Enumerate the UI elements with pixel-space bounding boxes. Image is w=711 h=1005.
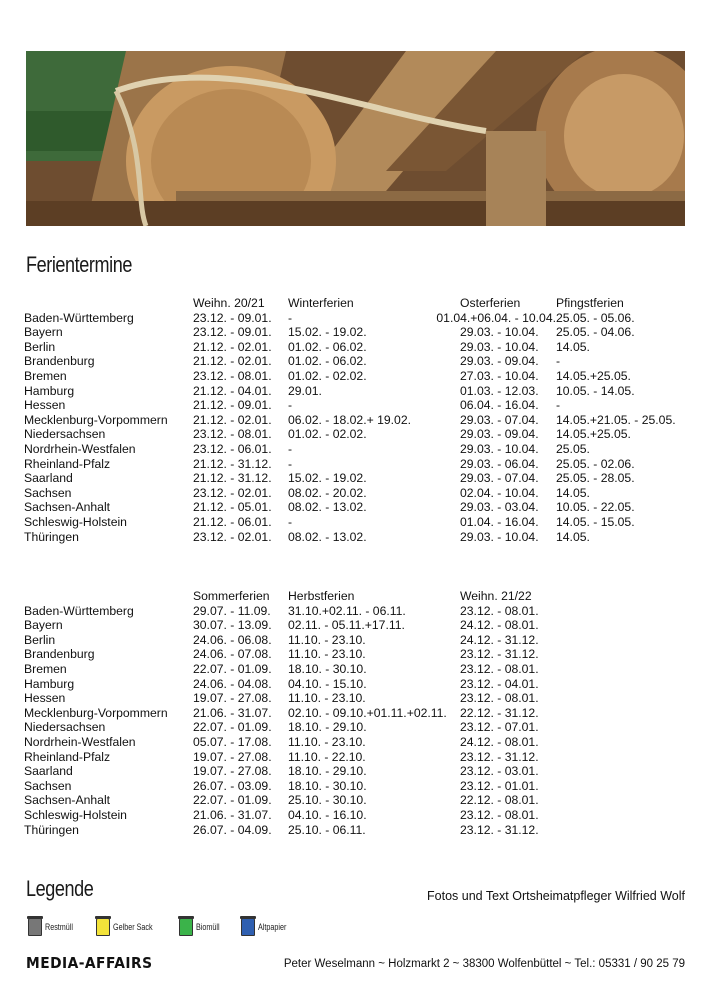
date-cell: 24.12. - 08.01. <box>460 618 539 633</box>
column-header-state <box>24 589 193 604</box>
table-body <box>24 604 556 838</box>
column-header-pfingstferien: Pfingstferien <box>556 296 624 310</box>
trash-bin-icon <box>179 918 193 936</box>
winterferien-value: - <box>288 310 293 325</box>
table-row <box>24 427 676 442</box>
date-cell: 29.07. - 11.09. <box>193 603 271 618</box>
legend-label: Gelber Sack <box>113 922 153 932</box>
date-cell: 19.07. - 27.08. <box>193 764 272 779</box>
table-header-row <box>24 296 676 311</box>
state-name-cell: Niedersachsen <box>24 427 106 442</box>
column-header-osterferien: Osterferien <box>460 296 521 310</box>
table-row <box>24 471 676 486</box>
state-name-cell: Baden-Württemberg <box>24 310 134 325</box>
state-name-cell: Bayern <box>24 325 63 340</box>
legend <box>28 915 310 939</box>
holiday-table-first-half <box>24 296 676 544</box>
date-cell: 21.12. - 31.12. <box>193 456 272 471</box>
date-cell: 14.05.+25.05. <box>556 368 631 383</box>
state-name-cell: Brandenburg <box>24 647 95 662</box>
date-cell: 29.01. <box>288 383 322 398</box>
date-cell: 22.07. - 01.09. <box>193 793 272 808</box>
state-name-cell: Saarland <box>24 764 73 779</box>
legend-item-altpapier <box>241 918 294 936</box>
table-row <box>24 735 556 750</box>
state-name-cell: Rheinland-Pfalz <box>24 749 111 764</box>
column-header-herbstferien: Herbstferien <box>288 589 355 603</box>
date-cell: 21.12. - 06.01. <box>193 514 272 529</box>
date-cell: 21.12. - 02.01. <box>193 412 272 427</box>
date-cell: 29.03. - 07.04. <box>460 412 539 427</box>
holiday-table-second-half <box>24 589 556 837</box>
date-cell: 10.05. - 14.05. <box>556 383 635 398</box>
date-cell: 14.05. - 15.05. <box>556 514 635 529</box>
state-name-cell: Nordrhein-Westfalen <box>24 441 136 456</box>
date-cell: 24.12. - 31.12. <box>460 632 539 647</box>
state-name-cell: Thüringen <box>24 529 79 544</box>
legend-label: Altpapier <box>258 922 287 932</box>
date-cell: 10.05. - 22.05. <box>556 500 635 515</box>
date-cell: 24.06. - 04.08. <box>193 676 272 691</box>
table-row <box>24 311 676 326</box>
table-row <box>24 793 556 808</box>
osterferien-value: 01.04.+06.04. - 10.04. <box>436 310 556 325</box>
date-cell: 23.12. - 08.01. <box>460 807 539 822</box>
table-row <box>24 808 556 823</box>
date-cell: 25.10. - 06.11. <box>288 822 366 837</box>
column-header-weihnachten-2122: Weihn. 21/22 <box>460 589 532 603</box>
table-row <box>24 398 676 413</box>
table-row <box>24 720 556 735</box>
state-name-cell: Hessen <box>24 398 66 413</box>
date-cell: 11.10. - 23.10. <box>288 734 366 749</box>
date-cell: 01.02. - 06.02. <box>288 354 367 369</box>
date-cell: 21.06. - 31.07. <box>193 807 272 822</box>
column-header-state <box>24 296 193 311</box>
table-header-row <box>24 589 556 604</box>
legend-item-restmuell <box>28 918 80 936</box>
state-name-cell: Baden-Württemberg <box>24 603 134 618</box>
date-cell: 29.03. - 10.04. <box>460 325 539 340</box>
table-row <box>24 515 676 530</box>
date-cell: 23.12. - 06.01. <box>193 441 272 456</box>
table-row <box>24 706 556 721</box>
date-cell: 25.05. - 28.05. <box>556 471 635 486</box>
legend-label: Biomüll <box>195 922 220 932</box>
table-body <box>24 311 676 545</box>
date-cell: 25.05. <box>556 441 590 456</box>
date-cell: 02.11. - 05.11.+17.11. <box>288 618 405 633</box>
media-affairs-logo: MEDIA-AFFAIRS <box>26 954 153 972</box>
date-cell: 18.10. - 30.10. <box>288 661 367 676</box>
date-cell: 21.12. - 09.01. <box>193 398 272 413</box>
legend-item-gelber-sack <box>96 918 163 936</box>
column-header-winterferien: Winterferien <box>288 296 354 310</box>
date-cell: 23.12. - 09.01. <box>193 325 272 340</box>
date-cell: 05.07. - 17.08. <box>193 734 272 749</box>
state-name-cell: Hamburg <box>24 383 75 398</box>
header-photo <box>26 51 685 226</box>
date-cell: 15.02. - 19.02. <box>288 325 367 340</box>
date-cell: 24.06. - 06.08. <box>193 632 272 647</box>
date-cell: 22.07. - 01.09. <box>193 661 272 676</box>
date-cell: 25.10. - 30.10. <box>288 793 367 808</box>
date-cell: 26.07. - 04.09. <box>193 822 272 837</box>
date-cell: 04.10. - 16.10. <box>288 807 367 822</box>
date-cell: 21.12. - 02.01. <box>193 354 272 369</box>
date-cell: 21.12. - 05.01. <box>193 500 272 515</box>
table-row <box>24 442 676 457</box>
date-cell: 29.03. - 09.04. <box>460 427 539 442</box>
date-cell: 11.10. - 23.10. <box>288 632 366 647</box>
state-name-cell: Mecklenburg-Vorpommern <box>24 412 168 427</box>
table-row <box>24 384 676 399</box>
date-cell: 22.07. - 01.09. <box>193 720 272 735</box>
table-row <box>24 486 676 501</box>
date-cell: 29.03. - 03.04. <box>460 500 539 515</box>
date-cell: 29.03. - 10.04. <box>460 441 539 456</box>
state-name-cell: Niedersachsen <box>24 720 106 735</box>
footer-contact: Peter Weselmann ~ Holzmarkt 2 ~ 38300 Wolfenbüttel ~ Tel.: 05331 / 90 25 79 <box>283 958 685 970</box>
date-cell: 02.04. - 10.04. <box>460 485 539 500</box>
date-cell: 18.10. - 29.10. <box>288 720 367 735</box>
date-cell: 02.10. - 09.10.+01.11.+02.11. <box>288 705 447 720</box>
date-cell: 14.05. <box>556 485 590 500</box>
date-cell: 23.12. - 08.01. <box>460 691 539 706</box>
state-name-cell: Hamburg <box>24 676 75 691</box>
date-cell: 01.02. - 02.02. <box>288 368 367 383</box>
state-name-cell: Schleswig-Holstein <box>24 807 127 822</box>
date-cell: 01.03. - 12.03. <box>460 383 539 398</box>
state-name-cell: Sachsen-Anhalt <box>24 793 111 808</box>
page-title: Ferientermine <box>26 252 132 277</box>
date-cell: 01.02. - 02.02. <box>288 427 367 442</box>
table-row <box>24 354 676 369</box>
date-cell: 29.03. - 09.04. <box>460 354 539 369</box>
state-name-cell: Sachsen <box>24 485 72 500</box>
date-cell: 29.03. - 06.04. <box>460 456 539 471</box>
state-name-cell: Nordrhein-Westfalen <box>24 734 136 749</box>
date-cell: 11.10. - 22.10. <box>288 749 366 764</box>
table-row <box>24 340 676 355</box>
date-cell: 23.12. - 04.01. <box>460 676 539 691</box>
date-cell: - <box>556 398 561 413</box>
date-cell: 23.12. - 31.12. <box>460 647 539 662</box>
table-row <box>24 647 556 662</box>
date-cell: 11.10. - 23.10. <box>288 647 366 662</box>
date-cell: 25.05. - 04.06. <box>556 325 635 340</box>
date-cell: - <box>288 398 293 413</box>
state-name-cell: Hessen <box>24 691 66 706</box>
state-name-cell: Rheinland-Pfalz <box>24 456 111 471</box>
date-cell: 23.12. - 09.01. <box>193 310 272 325</box>
date-cell: 26.07. - 03.09. <box>193 778 272 793</box>
trash-bin-icon <box>241 918 255 936</box>
table-row <box>24 413 676 428</box>
date-cell: 23.12. - 08.01. <box>460 661 539 676</box>
date-cell: 23.12. - 02.01. <box>193 485 272 500</box>
state-name-cell: Mecklenburg-Vorpommern <box>24 705 168 720</box>
date-cell: 23.12. - 02.01. <box>193 529 272 544</box>
date-cell: 24.06. - 07.08. <box>193 647 272 662</box>
date-cell: - <box>556 354 561 369</box>
date-cell: 21.12. - 31.12. <box>193 471 272 486</box>
date-cell: 19.07. - 27.08. <box>193 749 272 764</box>
date-cell: 21.12. - 04.01. <box>193 383 272 398</box>
date-cell: 29.03. - 07.04. <box>460 471 539 486</box>
trash-bin-icon <box>96 918 110 936</box>
date-cell: 23.12. - 01.01. <box>460 778 539 793</box>
date-cell-split <box>288 310 556 326</box>
table-row <box>24 823 556 838</box>
table-row <box>24 618 556 633</box>
date-cell: 18.10. - 30.10. <box>288 778 367 793</box>
date-cell: 23.12. - 08.01. <box>193 368 272 383</box>
state-name-cell: Berlin <box>24 339 56 354</box>
date-cell: - <box>288 441 293 456</box>
date-cell: 24.12. - 08.01. <box>460 734 539 749</box>
date-cell: 23.12. - 31.12. <box>460 822 539 837</box>
date-cell: 21.12. - 02.01. <box>193 339 272 354</box>
date-cell: - <box>288 514 293 529</box>
state-name-cell: Thüringen <box>24 822 79 837</box>
state-name-cell: Saarland <box>24 471 73 486</box>
date-cell: 06.04. - 16.04. <box>460 398 539 413</box>
table-row <box>24 779 556 794</box>
date-cell: 25.05. - 02.06. <box>556 456 635 471</box>
trash-bin-icon <box>28 918 42 936</box>
date-cell: 14.05. <box>556 529 590 544</box>
table-row <box>24 369 676 384</box>
date-cell: 01.02. - 06.02. <box>288 339 367 354</box>
date-cell: 27.03. - 10.04. <box>460 368 539 383</box>
date-cell: 31.10.+02.11. - 06.11. <box>288 603 406 618</box>
column-header-sommerferien: Sommerferien <box>193 589 270 603</box>
table-row <box>24 530 676 545</box>
date-cell: 15.02. - 19.02. <box>288 471 367 486</box>
date-cell: 23.12. - 08.01. <box>193 427 272 442</box>
state-name-cell: Bremen <box>24 661 67 676</box>
photo-credit: Fotos und Text Ortsheimatpfleger Wilfried Wolf <box>427 889 685 903</box>
date-cell: 23.12. - 08.01. <box>460 603 539 618</box>
date-cell: 18.10. - 29.10. <box>288 764 367 779</box>
date-cell: 23.12. - 03.01. <box>460 764 539 779</box>
state-name-cell: Brandenburg <box>24 354 95 369</box>
date-cell: 19.07. - 27.08. <box>193 691 272 706</box>
date-cell: 30.07. - 13.09. <box>193 618 272 633</box>
state-name-cell: Berlin <box>24 632 56 647</box>
table-row <box>24 764 556 779</box>
date-cell: 14.05.+21.05. - 25.05. <box>556 412 676 427</box>
date-cell: 08.02. - 13.02. <box>288 500 367 515</box>
date-cell: 14.05.+25.05. <box>556 427 631 442</box>
table-row <box>24 750 556 765</box>
state-name-cell: Sachsen-Anhalt <box>24 500 111 515</box>
date-cell: 06.02. - 18.02.+ 19.02. <box>288 412 411 427</box>
table-row <box>24 633 556 648</box>
column-header-weihnachten-2021: Weihn. 20/21 <box>193 296 265 310</box>
date-cell: 21.06. - 31.07. <box>193 705 272 720</box>
date-cell: 14.05. <box>556 339 590 354</box>
date-cell: - <box>288 456 293 471</box>
date-cell: 25.05. - 05.06. <box>556 310 635 325</box>
state-name-cell: Schleswig-Holstein <box>24 514 127 529</box>
table-row <box>24 457 676 472</box>
date-cell: 29.03. - 10.04. <box>460 339 539 354</box>
date-cell: 22.12. - 31.12. <box>460 705 539 720</box>
table-row <box>24 325 676 340</box>
state-name-cell: Sachsen <box>24 778 72 793</box>
date-cell: 11.10. - 23.10. <box>288 691 366 706</box>
table-row <box>24 677 556 692</box>
date-cell: 04.10. - 15.10. <box>288 676 367 691</box>
legend-item-biomuell <box>179 918 226 936</box>
date-cell: 08.02. - 13.02. <box>288 529 367 544</box>
table-row <box>24 500 676 515</box>
date-cell: 01.04. - 16.04. <box>460 514 539 529</box>
date-cell: 23.12. - 31.12. <box>460 749 539 764</box>
date-cell: 08.02. - 20.02. <box>288 485 367 500</box>
table-row <box>24 662 556 677</box>
date-cell: 29.03. - 10.04. <box>460 529 539 544</box>
legend-title: Legende <box>26 876 94 901</box>
date-cell: 23.12. - 07.01. <box>460 720 539 735</box>
state-name-cell: Bayern <box>24 618 63 633</box>
date-cell: 22.12. - 08.01. <box>460 793 539 808</box>
table-row <box>24 604 556 619</box>
table-row <box>24 691 556 706</box>
legend-label: Restmüll <box>45 922 74 932</box>
wooden-machine-illustration <box>26 51 685 226</box>
state-name-cell: Bremen <box>24 368 67 383</box>
